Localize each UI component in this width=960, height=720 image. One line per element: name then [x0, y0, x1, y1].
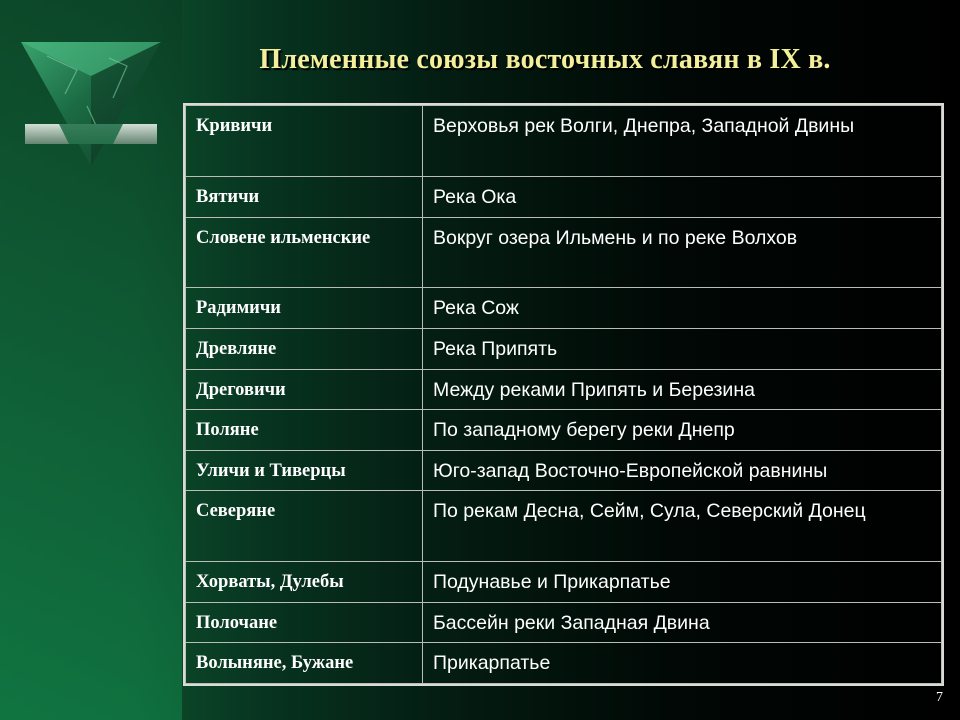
tribe-region-cell: Бассейн реки Западная Двина — [423, 602, 942, 643]
tribe-region-cell: По западному берегу реки Днепр — [423, 410, 942, 451]
tribe-region-cell: Река Припять — [423, 329, 942, 370]
tribe-name-cell: Древляне — [186, 329, 423, 370]
table-row — [186, 369, 942, 410]
table-row — [186, 643, 942, 684]
tribe-region-cell: Подунавье и Прикарпатье — [423, 562, 942, 603]
table-row — [186, 176, 942, 217]
table-row — [186, 602, 942, 643]
tribe-name-cell: Вятичи — [186, 176, 423, 217]
tribes-table-body — [186, 106, 942, 684]
table-row — [186, 288, 942, 329]
tribe-region-cell: По рекам Десна, Сейм, Сула, Северский Донец — [423, 491, 942, 562]
table-row — [186, 329, 942, 370]
tribe-name-cell: Северяне — [186, 491, 423, 562]
tribe-region-cell: Вокруг озера Ильмень и по реке Волхов — [423, 217, 942, 288]
tribes-table — [183, 103, 944, 686]
table-row — [186, 491, 942, 562]
tribe-name-cell: Поляне — [186, 410, 423, 451]
tribe-name-cell: Уличи и Тиверцы — [186, 450, 423, 491]
tribe-name-cell: Хорваты, Дулебы — [186, 562, 423, 603]
tribe-region-cell: Прикарпатье — [423, 643, 942, 684]
tribe-name-cell: Волыняне, Бужане — [186, 643, 423, 684]
tribe-name-cell: Радимичи — [186, 288, 423, 329]
table-row — [186, 562, 942, 603]
table-row — [186, 217, 942, 288]
tribe-region-cell: Река Сож — [423, 288, 942, 329]
table-row — [186, 106, 942, 177]
tribe-name-cell: Полочане — [186, 602, 423, 643]
tribe-name-cell: Дреговичи — [186, 369, 423, 410]
green-marble-inverted-triangle-icon — [17, 36, 165, 168]
tribe-region-cell: Между реками Припять и Березина — [423, 369, 942, 410]
table-row — [186, 410, 942, 451]
table-row — [186, 450, 942, 491]
slide-title: Племенные союзы восточных славян в IX в. — [259, 44, 831, 75]
page-number: 7 — [936, 690, 943, 705]
tribe-region-cell: Верховья рек Волги, Днепра, Западной Двины — [423, 106, 942, 177]
tribe-name-cell: Словене ильменские — [186, 217, 423, 288]
tribe-region-cell: Река Ока — [423, 176, 942, 217]
tribe-name-cell: Кривичи — [186, 106, 423, 177]
tribe-region-cell: Юго-запад Восточно-Европейской равнины — [423, 450, 942, 491]
